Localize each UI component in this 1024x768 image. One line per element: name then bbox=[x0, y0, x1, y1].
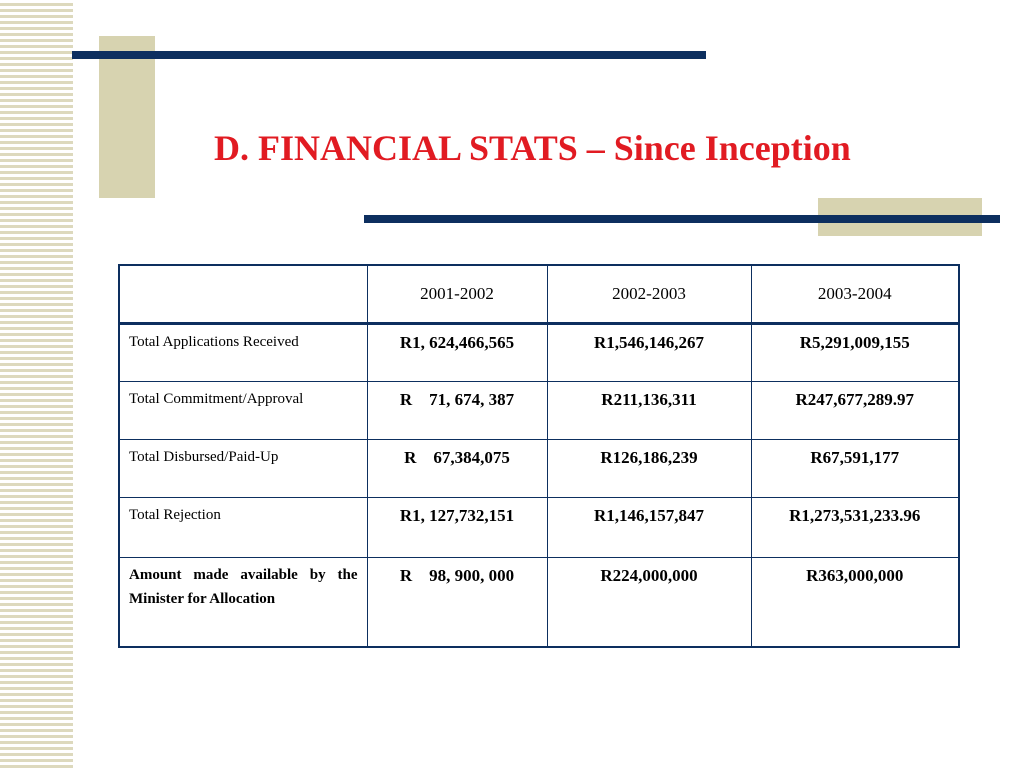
header-cell-2001-2002: 2001-2002 bbox=[367, 265, 547, 323]
decorative-block-left bbox=[99, 36, 155, 198]
table-cell: R 98, 900, 000 bbox=[367, 557, 547, 647]
row-label: Total Commitment/Approval bbox=[119, 381, 367, 439]
table-row bbox=[119, 381, 959, 439]
row-label: Amount made available by the Minister for Allocation bbox=[119, 557, 367, 647]
table-cell: R67,591,177 bbox=[751, 439, 959, 497]
row-label: Total Rejection bbox=[119, 497, 367, 557]
table-cell: R1,546,146,267 bbox=[547, 323, 751, 381]
table-cell: R211,136,311 bbox=[547, 381, 751, 439]
top-rule bbox=[72, 51, 706, 59]
row-label: Total Applications Received bbox=[119, 323, 367, 381]
row-label: Total Disbursed/Paid-Up bbox=[119, 439, 367, 497]
table-cell: R1,146,157,847 bbox=[547, 497, 751, 557]
table-row bbox=[119, 497, 959, 557]
table-cell: R1, 127,732,151 bbox=[367, 497, 547, 557]
table-cell: R 67,384,075 bbox=[367, 439, 547, 497]
decorative-stripes bbox=[0, 0, 73, 768]
header-cell-2002-2003: 2002-2003 bbox=[547, 265, 751, 323]
table-cell: R247,677,289.97 bbox=[751, 381, 959, 439]
table-cell: R 71, 674, 387 bbox=[367, 381, 547, 439]
table-cell: R1,273,531,233.96 bbox=[751, 497, 959, 557]
table-cell: R224,000,000 bbox=[547, 557, 751, 647]
table-cell: R363,000,000 bbox=[751, 557, 959, 647]
header-cell-2003-2004: 2003-2004 bbox=[751, 265, 959, 323]
table-cell: R1, 624,466,565 bbox=[367, 323, 547, 381]
table-header-row bbox=[119, 265, 959, 323]
header-cell-empty bbox=[119, 265, 367, 323]
financial-stats-table bbox=[118, 264, 960, 648]
table-row bbox=[119, 557, 959, 647]
slide-title: D. FINANCIAL STATS – Since Inception bbox=[214, 128, 851, 168]
table-row bbox=[119, 323, 959, 381]
table-cell: R5,291,009,155 bbox=[751, 323, 959, 381]
bottom-rule bbox=[364, 215, 1000, 223]
table-cell: R126,186,239 bbox=[547, 439, 751, 497]
table-row bbox=[119, 439, 959, 497]
